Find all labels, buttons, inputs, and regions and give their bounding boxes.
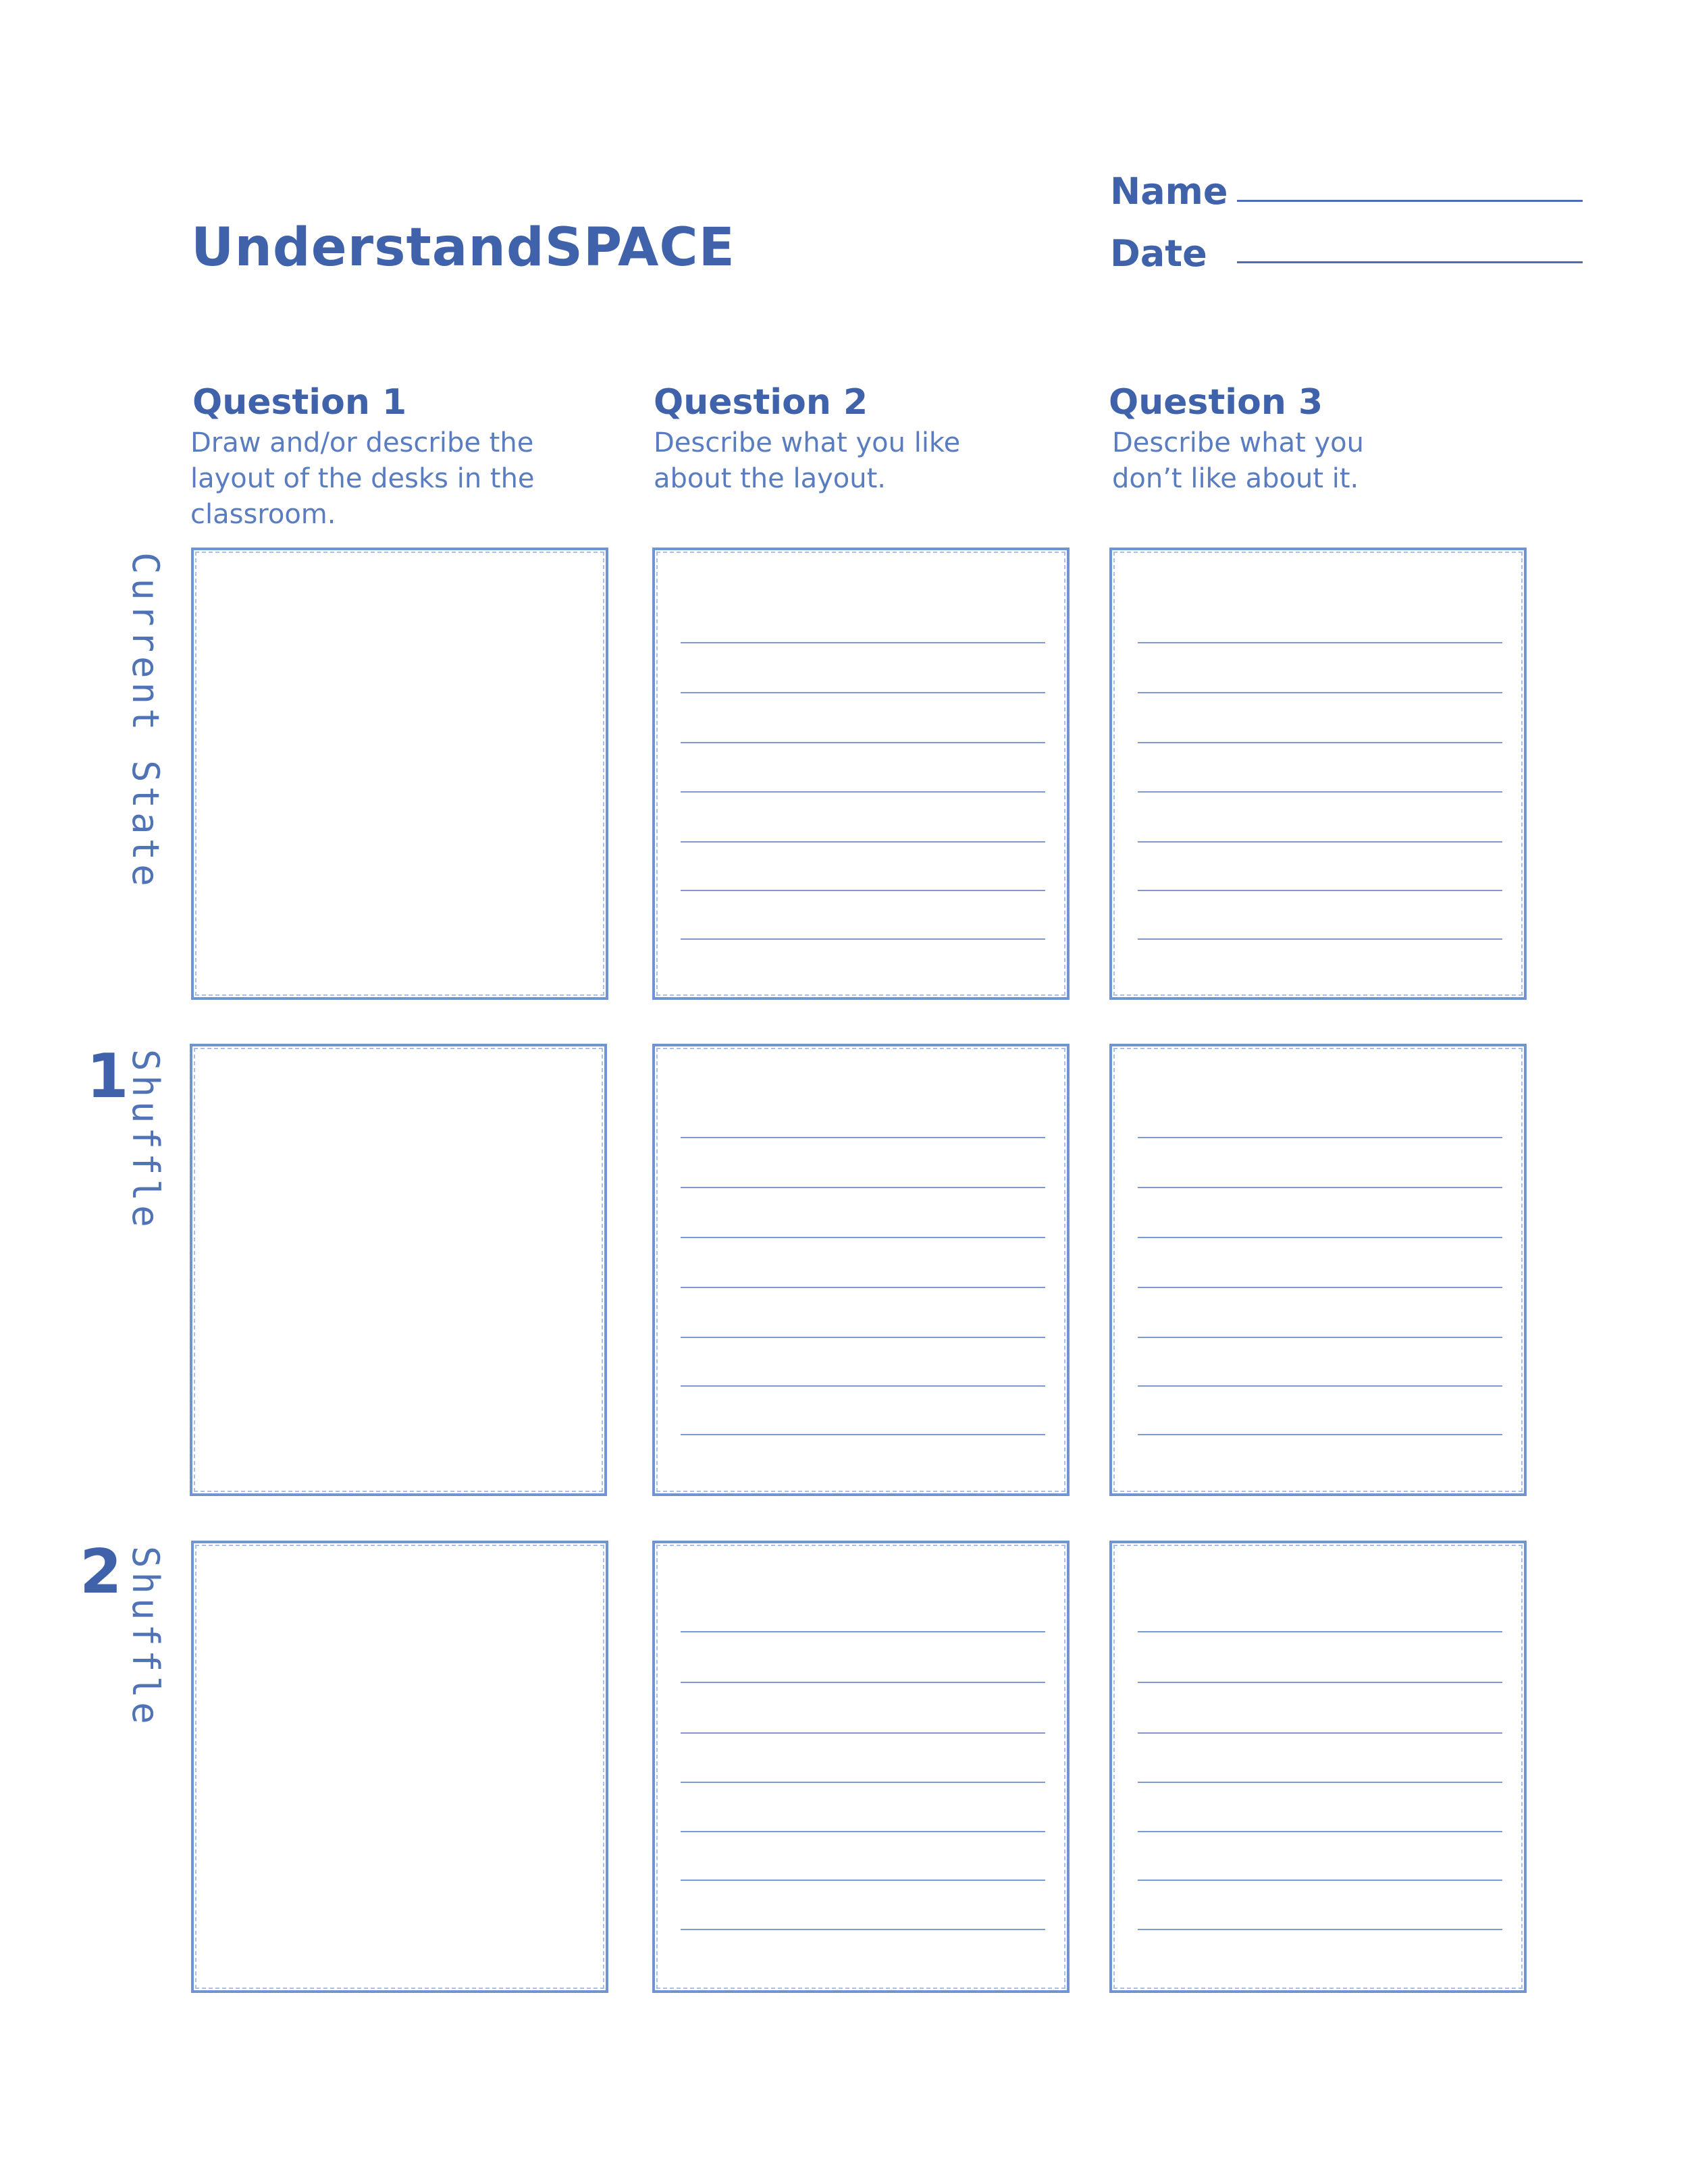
question-1-title: Question 1 [192, 382, 407, 423]
writing-line [681, 1337, 1045, 1338]
writing-line [1138, 1137, 1502, 1138]
writing-line [1138, 1682, 1502, 1683]
writing-line [681, 1782, 1045, 1783]
writing-line [1138, 1187, 1502, 1188]
writing-line [681, 1631, 1045, 1632]
drawing-box[interactable] [191, 548, 608, 1000]
drawing-box[interactable] [190, 1044, 607, 1496]
writing-line [1138, 841, 1502, 843]
writing-line [1138, 642, 1502, 643]
name-field[interactable] [1237, 200, 1583, 202]
row-number-1: 1 [86, 1041, 129, 1112]
date-label: Date [1110, 232, 1207, 275]
writing-line [1138, 1929, 1502, 1930]
drawing-box[interactable] [191, 1541, 608, 1993]
writing-box[interactable] [1109, 1044, 1527, 1496]
writing-box[interactable] [1109, 548, 1527, 1000]
writing-line [681, 1929, 1045, 1930]
row-label-shuffle-1: Shuffle [124, 1049, 167, 1231]
writing-line [681, 692, 1045, 693]
writing-line [681, 890, 1045, 891]
row-number-2: 2 [80, 1537, 122, 1607]
writing-line [681, 1385, 1045, 1387]
date-field[interactable] [1237, 261, 1583, 263]
name-label: Name [1110, 170, 1228, 213]
writing-box[interactable] [652, 1541, 1070, 1993]
writing-line [1138, 1434, 1502, 1435]
writing-line [1138, 1287, 1502, 1288]
row-label-current-state: Current State [124, 552, 167, 890]
writing-line [681, 791, 1045, 793]
question-3-title: Question 3 [1109, 382, 1323, 423]
writing-line [1138, 692, 1502, 693]
writing-line [1138, 1385, 1502, 1387]
question-2-description: Describe what you like about the layout. [654, 427, 961, 494]
writing-line [1138, 890, 1502, 891]
writing-line [681, 642, 1045, 643]
writing-line [681, 1682, 1045, 1683]
writing-line [681, 1880, 1045, 1881]
writing-box[interactable] [652, 1044, 1070, 1496]
writing-line [681, 938, 1045, 940]
writing-line [681, 1137, 1045, 1138]
writing-line [1138, 791, 1502, 793]
writing-line [1138, 1831, 1502, 1832]
writing-box[interactable] [652, 548, 1070, 1000]
writing-line [1138, 1732, 1502, 1734]
writing-line [681, 1434, 1045, 1435]
writing-line [681, 1732, 1045, 1734]
writing-line [1138, 1782, 1502, 1783]
writing-line [681, 1287, 1045, 1288]
writing-line [1138, 938, 1502, 940]
question-3-description: Describe what you don’t like about it. [1112, 427, 1364, 494]
writing-line [681, 742, 1045, 743]
writing-line [681, 1187, 1045, 1188]
writing-line [681, 1831, 1045, 1832]
writing-line [1138, 1237, 1502, 1238]
question-1-description: Draw and/or describe the layout of the desks in the classroom. [190, 427, 535, 530]
worksheet-title: UnderstandSPACE [191, 217, 735, 278]
writing-line [681, 1237, 1045, 1238]
writing-line [1138, 1631, 1502, 1632]
writing-box[interactable] [1109, 1541, 1527, 1993]
writing-line [1138, 1337, 1502, 1338]
row-label-shuffle-2: Shuffle [124, 1546, 167, 1728]
question-2-title: Question 2 [654, 382, 868, 423]
writing-line [1138, 1880, 1502, 1881]
writing-line [1138, 742, 1502, 743]
writing-line [681, 841, 1045, 843]
